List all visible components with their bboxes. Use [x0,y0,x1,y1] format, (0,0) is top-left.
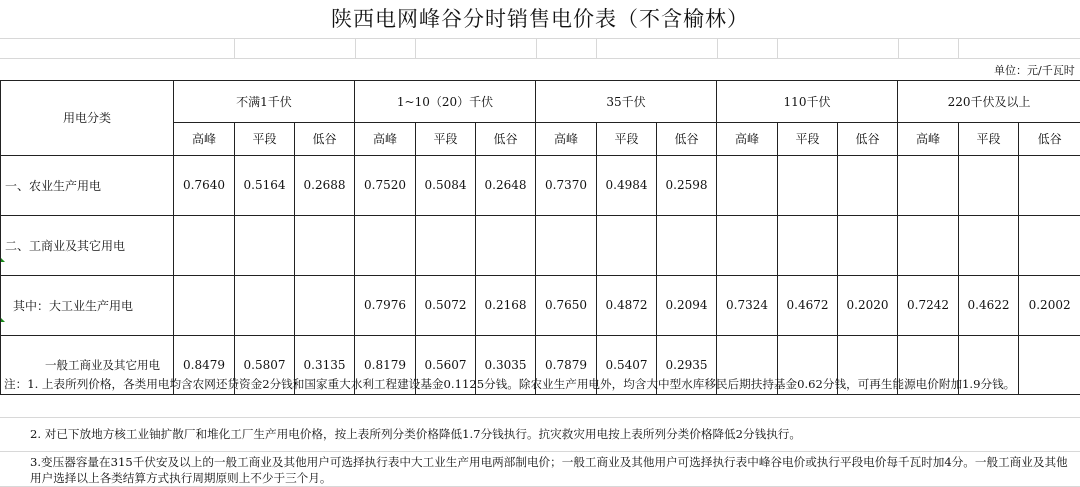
value-cell [476,215,536,275]
value-cell: 0.7976 [355,275,416,335]
row-label: 其中：大工业生产用电 [1,275,174,335]
value-cell [174,275,235,335]
value-cell: 0.2094 [657,275,717,335]
value-cell: 0.7520 [355,155,416,215]
value-cell: 0.5607 [416,335,476,394]
cell-comment-marker [1,258,5,262]
voltage-header: 110千伏 [717,80,898,122]
value-cell: 0.7370 [536,155,597,215]
unit-label: 单位：元/千瓦时 [1,60,1080,80]
row-label: 二、工商业及其它用电 [1,215,174,275]
value-cell: 0.2688 [295,155,355,215]
category-header: 用电分类 [1,80,174,155]
value-cell: 0.5164 [235,155,295,215]
notes-section [0,374,1080,487]
period-header: 平段 [597,122,657,155]
value-cell: 0.5807 [235,335,295,394]
voltage-header: 不满1千伏 [174,80,355,122]
value-cell: 0.2168 [476,275,536,335]
value-cell: 0.5072 [416,275,476,335]
value-cell: 0.7650 [536,275,597,335]
value-cell [838,155,898,215]
period-header: 平段 [416,122,476,155]
value-cell: 0.4984 [597,155,657,215]
period-header: 高峰 [355,122,416,155]
value-cell [838,215,898,275]
value-cell [1019,215,1080,275]
page-title: 陕西电网峰谷分时销售电价表（不含榆林） [0,0,1080,39]
value-cell: 0.8179 [355,335,416,394]
value-cell [717,155,778,215]
table-row [1,155,1080,215]
period-header: 平段 [235,122,295,155]
period-header: 低谷 [476,122,536,155]
value-cell: 0.2002 [1019,275,1080,335]
period-header: 高峰 [536,122,597,155]
value-cell: 0.4672 [778,275,838,335]
period-header: 低谷 [1019,122,1080,155]
value-cell [355,215,416,275]
unit-row [1,60,1080,80]
period-header: 低谷 [838,122,898,155]
value-cell [174,215,235,275]
value-cell [778,155,838,215]
value-cell: 0.7640 [174,155,235,215]
value-cell [295,215,355,275]
value-cell: 0.5084 [416,155,476,215]
value-cell [778,215,838,275]
voltage-header: 1~10（20）千伏 [355,80,536,122]
value-cell: 0.8479 [174,335,235,394]
value-cell [959,215,1019,275]
row-label: 一、农业生产用电 [1,155,174,215]
voltage-header-row [1,80,1080,122]
voltage-header: 220千伏及以上 [898,80,1080,122]
table-row [1,275,1080,335]
value-cell: 0.7324 [717,275,778,335]
value-cell [717,215,778,275]
row-label: 一般工商业及其它用电 [1,335,174,394]
period-header: 高峰 [898,122,959,155]
period-header: 高峰 [717,122,778,155]
voltage-header: 35千伏 [536,80,717,122]
value-cell: 0.7879 [536,335,597,394]
price-table [0,60,1080,395]
period-header: 低谷 [657,122,717,155]
value-cell: 0.7242 [898,275,959,335]
value-cell [898,155,959,215]
value-cell: 0.5407 [597,335,657,394]
period-header: 平段 [778,122,838,155]
table-row [1,215,1080,275]
empty-grid-row [0,38,1080,59]
value-cell: 0.2935 [657,335,717,394]
note-3: 3.变压器容量在315千伏安及以上的一般工商业及其他用户可选择执行表中大工业生产用电两部制电价；一般工商业及其他用户可选择执行表中峰谷电价或执行平段电价每千瓦时加4分。一般工商业及其他用户选择以上各类结算方式执行周期原则上不少于三个月。 [0,452,1080,487]
period-header: 高峰 [174,122,235,155]
period-header: 平段 [959,122,1019,155]
value-cell [898,215,959,275]
value-cell: 0.3035 [476,335,536,394]
value-cell [235,215,295,275]
value-cell: 0.2020 [838,275,898,335]
note-2: 2. 对已下放地方核工业铀扩散厂和堆化工厂生产用电价格，按上表所列分类价格降低1.7分钱执行。抗灾救灾用电按上表所列分类价格降低2分钱执行。 [0,418,1080,452]
value-cell: 0.4622 [959,275,1019,335]
value-cell [416,215,476,275]
value-cell: 0.2648 [476,155,536,215]
value-cell [536,215,597,275]
value-cell [597,215,657,275]
value-cell [295,275,355,335]
value-cell: 0.3135 [295,335,355,394]
value-cell [1019,155,1080,215]
value-cell [959,155,1019,215]
cell-comment-marker [1,318,5,322]
value-cell [657,215,717,275]
note-1: 注：1. 上表所列价格，各类用电均含农网还贷资金2分钱和国家重大水利工程建设基金0.1125分钱。除农业生产用电外，均含大中型水库移民后期扶持基金0.62分钱，可再生能源电价附加1.9分钱。 [0,374,1080,418]
period-header: 低谷 [295,122,355,155]
value-cell [235,275,295,335]
value-cell: 0.4872 [597,275,657,335]
value-cell: 0.2598 [657,155,717,215]
